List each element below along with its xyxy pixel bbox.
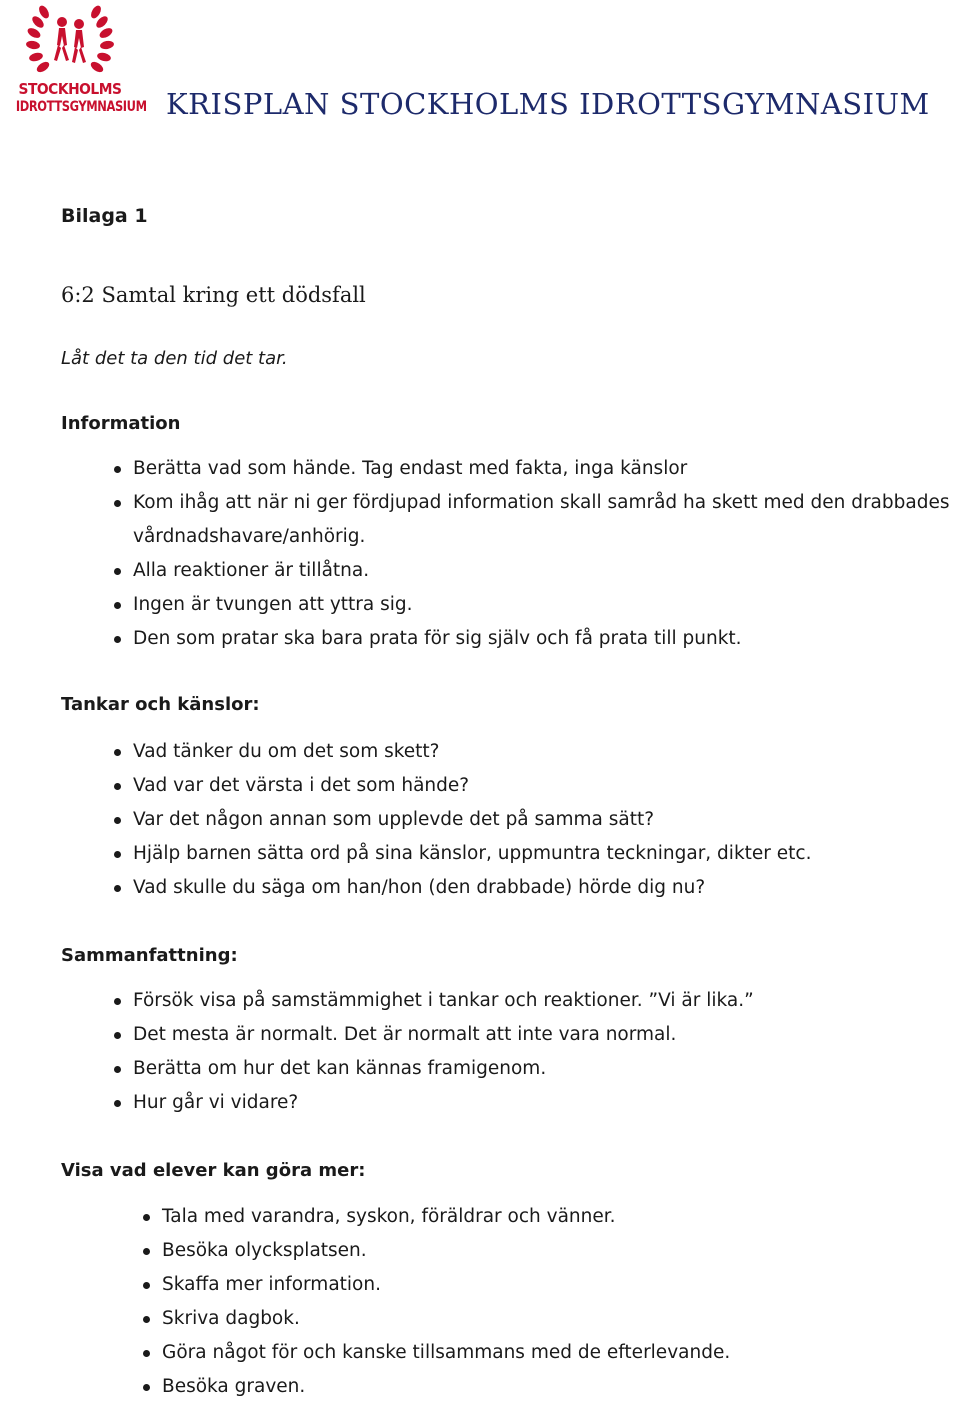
appendix-label: Bilaga 1 [61, 205, 148, 227]
list-item: Hur går vi vidare? [114, 1086, 754, 1120]
list-item: Ingen är tvungen att yttra sig. [114, 588, 949, 622]
logo-text-line2: IDROTTSGYMNASIUM [15, 99, 147, 115]
list-item: Berätta om hur det kan kännas framigenom. [114, 1052, 754, 1086]
list-item: Hjälp barnen sätta ord på sina känslor, uppmuntra teckningar, dikter etc. [114, 837, 811, 871]
list-item: Berätta vad som hände. Tag endast med fakta, inga känslor [114, 452, 949, 486]
heading-student-actions: Visa vad elever kan göra mer: [61, 1160, 366, 1181]
heading-thoughts-feelings: Tankar och känslor: [61, 694, 260, 715]
list-item: Den som pratar ska bara prata för sig själv och få prata till punkt. [114, 622, 949, 656]
student-actions-list [143, 1200, 730, 1404]
heading-information: Information [61, 413, 181, 434]
list-item: Försök visa på samstämmighet i tankar och reaktioner. ”Vi är lika.” [114, 984, 754, 1018]
list-item: Alla reaktioner är tillåtna. [114, 554, 949, 588]
heading-summary: Sammanfattning: [61, 945, 238, 966]
laurel-runners-icon [4, 0, 136, 80]
list-item: Var det någon annan som upplevde det på samma sätt? [114, 803, 811, 837]
section-title: 6:2 Samtal kring ett dödsfall [61, 283, 366, 307]
list-item: Tala med varandra, syskon, föräldrar och vänner. [143, 1200, 730, 1234]
summary-list [114, 984, 754, 1120]
list-item: Det mesta är normalt. Det är normalt att inte vara normal. [114, 1018, 754, 1052]
list-item: Göra något för och kanske tillsammans med de efterlevande. [143, 1336, 730, 1370]
logo-text-line1: STOCKHOLMS [18, 80, 122, 98]
list-item: Kom ihåg att när ni ger fördjupad information skall samråd ha skett med den drabbades [114, 486, 949, 520]
list-item-continuation: vårdnadshavare/anhörig. [133, 526, 366, 547]
thoughts-list [114, 735, 811, 905]
page-header-title: KRISPLAN STOCKHOLMS IDROTTSGYMNASIUM [166, 87, 930, 121]
subtitle: Låt det ta den tid det tar. [61, 348, 288, 369]
list-item: Skaffa mer information. [143, 1268, 730, 1302]
list-item: Besöka olycksplatsen. [143, 1234, 730, 1268]
list-item: Vad skulle du säga om han/hon (den drabbade) hörde dig nu? [114, 871, 811, 905]
list-item: Skriva dagbok. [143, 1302, 730, 1336]
list-item: Vad var det värsta i det som hände? [114, 769, 811, 803]
information-list [114, 452, 949, 656]
list-item: Vad tänker du om det som skett? [114, 735, 811, 769]
school-logo [4, 0, 147, 128]
list-item: Besöka graven. [143, 1370, 730, 1404]
